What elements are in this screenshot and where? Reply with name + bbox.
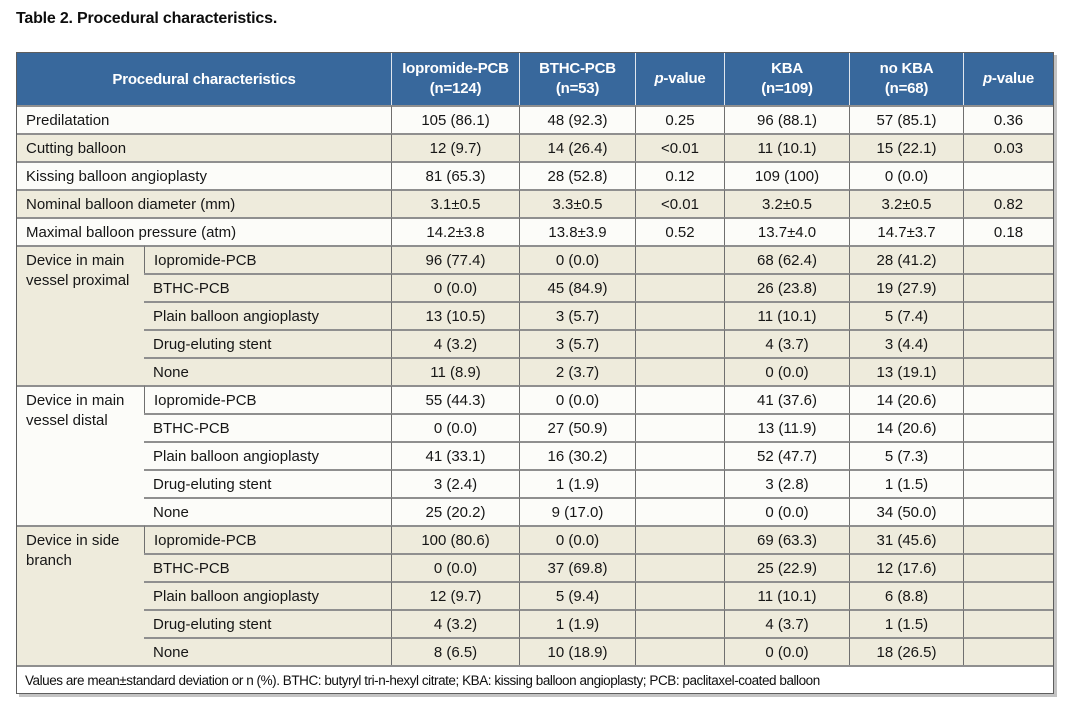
- cell-value: 0 (0.0): [724, 497, 849, 525]
- column-header: [724, 53, 849, 105]
- cell-value: 3.2±0.5: [724, 189, 849, 217]
- cell-value: <0.01: [635, 133, 724, 161]
- cell-value: [963, 525, 1053, 553]
- cell-value: [963, 329, 1053, 357]
- group-label: Device in main vessel proximal: [17, 245, 144, 385]
- cell-value: 1 (1.9): [519, 609, 635, 637]
- table-row: [17, 189, 1053, 217]
- cell-value: [963, 301, 1053, 329]
- row-label: Cutting balloon: [17, 133, 391, 161]
- column-header: [963, 53, 1053, 105]
- procedural-characteristics-table: [16, 52, 1054, 694]
- table-row: [17, 385, 1053, 413]
- cell-value: [635, 301, 724, 329]
- cell-value: 26 (23.8): [724, 273, 849, 301]
- cell-value: [635, 273, 724, 301]
- cell-value: 41 (33.1): [391, 441, 519, 469]
- row-sublabel: Plain balloon angioplasty: [144, 301, 391, 329]
- cell-value: [635, 581, 724, 609]
- cell-value: 45 (84.9): [519, 273, 635, 301]
- cell-value: 11 (10.1): [724, 133, 849, 161]
- column-header-line2: (n=68): [884, 80, 929, 97]
- column-header: [391, 53, 519, 105]
- column-header-line1: [967, 69, 1050, 89]
- column-header-line2: (n=124): [429, 80, 482, 97]
- cell-value: 52 (47.7): [724, 441, 849, 469]
- row-sublabel: Iopromide-PCB: [144, 385, 391, 413]
- cell-value: 13 (19.1): [849, 357, 963, 385]
- cell-value: 14.7±3.7: [849, 217, 963, 245]
- column-header-line1: [639, 69, 721, 89]
- cell-value: 55 (44.3): [391, 385, 519, 413]
- cell-value: [635, 525, 724, 553]
- cell-value: 109 (100): [724, 161, 849, 189]
- row-sublabel: BTHC-PCB: [144, 273, 391, 301]
- cell-value: 0 (0.0): [724, 637, 849, 665]
- cell-value: 0.03: [963, 133, 1053, 161]
- row-sublabel: Iopromide-PCB: [144, 525, 391, 553]
- cell-value: [635, 441, 724, 469]
- cell-value: 4 (3.2): [391, 329, 519, 357]
- table-row: [17, 637, 1053, 665]
- column-header: [519, 53, 635, 105]
- cell-value: 14.2±3.8: [391, 217, 519, 245]
- cell-value: 34 (50.0): [849, 497, 963, 525]
- column-header-line2: (n=109): [761, 80, 813, 97]
- cell-value: 0.12: [635, 161, 724, 189]
- table-row: [17, 441, 1053, 469]
- cell-value: 12 (17.6): [849, 553, 963, 581]
- cell-value: 13.8±3.9: [519, 217, 635, 245]
- row-sublabel: Drug-eluting stent: [144, 469, 391, 497]
- cell-value: 0.36: [963, 105, 1053, 133]
- row-sublabel: BTHC-PCB: [144, 553, 391, 581]
- row-sublabel: None: [144, 357, 391, 385]
- cell-value: [635, 329, 724, 357]
- cell-value: [635, 357, 724, 385]
- cell-value: [635, 245, 724, 273]
- p-italic: p: [982, 69, 992, 87]
- cell-value: [635, 637, 724, 665]
- table-row: [17, 665, 1053, 693]
- table-row: [17, 105, 1053, 133]
- cell-value: [963, 497, 1053, 525]
- cell-value: [963, 609, 1053, 637]
- table-header: [17, 53, 1053, 105]
- cell-value: 57 (85.1): [849, 105, 963, 133]
- cell-value: 27 (50.9): [519, 413, 635, 441]
- cell-value: [963, 637, 1053, 665]
- cell-value: [963, 469, 1053, 497]
- cell-value: 28 (41.2): [849, 245, 963, 273]
- cell-value: 12 (9.7): [391, 581, 519, 609]
- cell-value: 11 (10.1): [724, 581, 849, 609]
- row-sublabel: Iopromide-PCB: [144, 245, 391, 273]
- cell-value: 31 (45.6): [849, 525, 963, 553]
- cell-value: <0.01: [635, 189, 724, 217]
- cell-value: 13 (10.5): [391, 301, 519, 329]
- cell-value: 1 (1.9): [519, 469, 635, 497]
- cell-value: 4 (3.2): [391, 609, 519, 637]
- row-label: Predilatation: [17, 105, 391, 133]
- cell-value: 5 (7.3): [849, 441, 963, 469]
- table-title: Table 2. Procedural characteristics.: [16, 10, 278, 27]
- cell-value: 1 (1.5): [849, 469, 963, 497]
- cell-value: 28 (52.8): [519, 161, 635, 189]
- cell-value: 0 (0.0): [391, 273, 519, 301]
- cell-value: 11 (10.1): [724, 301, 849, 329]
- cell-value: 48 (92.3): [519, 105, 635, 133]
- cell-value: 105 (86.1): [391, 105, 519, 133]
- cell-value: [963, 273, 1053, 301]
- table-row: [17, 609, 1053, 637]
- cell-value: 3 (2.8): [724, 469, 849, 497]
- cell-value: 0 (0.0): [724, 357, 849, 385]
- cell-value: [635, 469, 724, 497]
- cell-value: 3.3±0.5: [519, 189, 635, 217]
- group-label: Device in main vessel distal: [17, 385, 144, 525]
- cell-value: [635, 553, 724, 581]
- header-procedural-characteristics: Procedural characteristics: [17, 53, 391, 105]
- cell-value: 18 (26.5): [849, 637, 963, 665]
- cell-value: 3 (5.7): [519, 329, 635, 357]
- cell-value: 37 (69.8): [519, 553, 635, 581]
- group-label: Device in side branch: [17, 525, 144, 665]
- cell-value: 3 (2.4): [391, 469, 519, 497]
- column-header: [635, 53, 724, 105]
- p-rest: -value: [991, 69, 1035, 87]
- cell-value: 9 (17.0): [519, 497, 635, 525]
- cell-value: 100 (80.6): [391, 525, 519, 553]
- cell-value: 68 (62.4): [724, 245, 849, 273]
- cell-value: 69 (63.3): [724, 525, 849, 553]
- cell-value: [963, 161, 1053, 189]
- cell-value: 6 (8.8): [849, 581, 963, 609]
- cell-value: 3 (5.7): [519, 301, 635, 329]
- cell-value: 0.25: [635, 105, 724, 133]
- column-header-line1: Iopromide-PCB: [402, 59, 509, 77]
- cell-value: 5 (7.4): [849, 301, 963, 329]
- table-row: [17, 581, 1053, 609]
- cell-value: [635, 385, 724, 413]
- cell-value: 0.18: [963, 217, 1053, 245]
- p-italic: p: [654, 69, 664, 87]
- table-row: [17, 133, 1053, 161]
- cell-value: 96 (77.4): [391, 245, 519, 273]
- cell-value: 5 (9.4): [519, 581, 635, 609]
- table-row: [17, 161, 1053, 189]
- row-sublabel: None: [144, 497, 391, 525]
- table-row: [17, 497, 1053, 525]
- row-label: Nominal balloon diameter (mm): [17, 189, 391, 217]
- cell-value: 25 (20.2): [391, 497, 519, 525]
- table-row: [17, 245, 1053, 273]
- cell-value: [635, 609, 724, 637]
- table-row: [17, 525, 1053, 553]
- table-row: [17, 413, 1053, 441]
- table-row: [17, 469, 1053, 497]
- cell-value: [963, 413, 1053, 441]
- table-row: [17, 329, 1053, 357]
- cell-value: 10 (18.9): [519, 637, 635, 665]
- cell-value: 0.52: [635, 217, 724, 245]
- cell-value: 0 (0.0): [519, 245, 635, 273]
- row-sublabel: Plain balloon angioplasty: [144, 581, 391, 609]
- p-rest: -value: [663, 69, 706, 87]
- cell-value: 0.82: [963, 189, 1053, 217]
- cell-value: 15 (22.1): [849, 133, 963, 161]
- cell-value: 12 (9.7): [391, 133, 519, 161]
- cell-value: 1 (1.5): [849, 609, 963, 637]
- cell-value: 19 (27.9): [849, 273, 963, 301]
- cell-value: 14 (20.6): [849, 385, 963, 413]
- cell-value: 8 (6.5): [391, 637, 519, 665]
- table-body: [17, 105, 1053, 693]
- cell-value: 4 (3.7): [724, 329, 849, 357]
- row-sublabel: BTHC-PCB: [144, 413, 391, 441]
- row-label: Kissing balloon angioplasty: [17, 161, 391, 189]
- table-row: [17, 273, 1053, 301]
- row-sublabel: Drug-eluting stent: [144, 329, 391, 357]
- cell-value: 3 (4.4): [849, 329, 963, 357]
- cell-value: 25 (22.9): [724, 553, 849, 581]
- cell-value: 16 (30.2): [519, 441, 635, 469]
- cell-value: 13 (11.9): [724, 413, 849, 441]
- cell-value: [963, 441, 1053, 469]
- column-header-line1: KBA: [771, 59, 803, 77]
- table-row: [17, 357, 1053, 385]
- row-sublabel: None: [144, 637, 391, 665]
- cell-value: 96 (88.1): [724, 105, 849, 133]
- cell-value: 4 (3.7): [724, 609, 849, 637]
- column-header-line2: (n=53): [555, 80, 600, 97]
- cell-value: 81 (65.3): [391, 161, 519, 189]
- row-label: Maximal balloon pressure (atm): [17, 217, 391, 245]
- column-header-line1: no KBA: [879, 59, 934, 77]
- column-header: [849, 53, 963, 105]
- column-header-line1: BTHC-PCB: [539, 59, 616, 77]
- cell-value: [963, 581, 1053, 609]
- cell-value: 11 (8.9): [391, 357, 519, 385]
- cell-value: 0 (0.0): [849, 161, 963, 189]
- row-sublabel: Drug-eluting stent: [144, 609, 391, 637]
- table-row: [17, 553, 1053, 581]
- header-row: [17, 53, 1053, 105]
- cell-value: [635, 497, 724, 525]
- cell-value: 3.2±0.5: [849, 189, 963, 217]
- cell-value: 14 (26.4): [519, 133, 635, 161]
- cell-value: 13.7±4.0: [724, 217, 849, 245]
- cell-value: [635, 413, 724, 441]
- cell-value: 2 (3.7): [519, 357, 635, 385]
- cell-value: 41 (37.6): [724, 385, 849, 413]
- cell-value: 0 (0.0): [519, 525, 635, 553]
- cell-value: 3.1±0.5: [391, 189, 519, 217]
- cell-value: 14 (20.6): [849, 413, 963, 441]
- table-footnote: Values are mean±standard deviation or n (%). BTHC: butyryl tri-n-hexyl citrate; KBA: kissing balloon angioplasty; PCB: paclitaxel-coated balloon: [17, 665, 1053, 693]
- table-row: [17, 217, 1053, 245]
- cell-value: 0 (0.0): [391, 553, 519, 581]
- table-row: [17, 301, 1053, 329]
- cell-value: [963, 245, 1053, 273]
- cell-value: [963, 357, 1053, 385]
- cell-value: 0 (0.0): [519, 385, 635, 413]
- row-sublabel: Plain balloon angioplasty: [144, 441, 391, 469]
- cell-value: 0 (0.0): [391, 413, 519, 441]
- cell-value: [963, 553, 1053, 581]
- cell-value: [963, 385, 1053, 413]
